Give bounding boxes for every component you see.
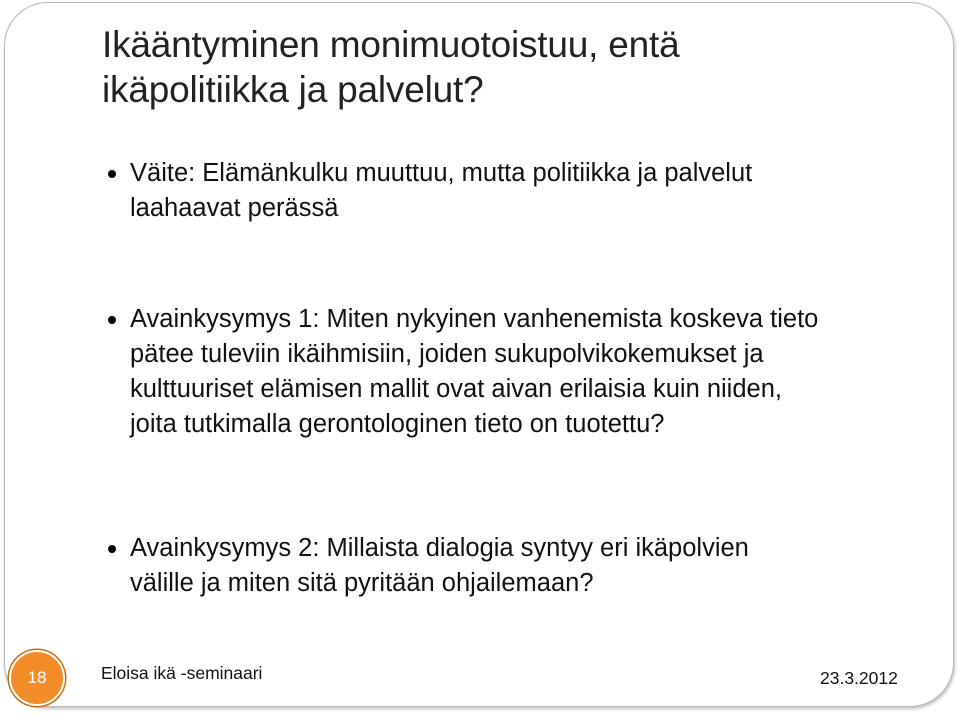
bullet-line: joita tutkimalla gerontologinen tieto on tuotettu?	[130, 410, 665, 438]
bullet-line: pätee tuleviin ikäihmisiin, joiden sukupolvikokemukset ja	[130, 340, 764, 368]
bullet-line: kulttuuriset elämisen mallit ovat aivan erilaisia kuin niiden,	[130, 375, 782, 403]
bullet-dot-icon	[108, 170, 116, 178]
bullet-dot-icon	[108, 316, 116, 324]
page-number-badge: 18	[9, 650, 65, 706]
footer-date: 23.3.2012	[820, 668, 898, 688]
bullet-line: Avainkysymys 1: Miten nykyinen vanhenemista koskeva tieto	[130, 305, 819, 333]
footer-event-name: Eloisa ikä -seminaari	[101, 663, 263, 683]
title-line-1: Ikääntyminen monimuotoistuu, entä	[102, 24, 680, 65]
bullet-line: Väite: Elämänkulku muuttuu, mutta politiikka ja palvelut	[130, 159, 753, 187]
bullet-line: Avainkysymys 2: Millaista dialogia syntyy eri ikäpolvien	[130, 534, 749, 562]
slide-title	[102, 22, 922, 112]
title-line-2: ikäpolitiikka ja palvelut?	[102, 69, 484, 110]
bullet-line: välille ja miten sitä pyritään ohjailemaan?	[130, 569, 594, 597]
bullet-dot-icon	[108, 545, 116, 553]
bullet-line: laahaavat perässä	[130, 194, 339, 222]
